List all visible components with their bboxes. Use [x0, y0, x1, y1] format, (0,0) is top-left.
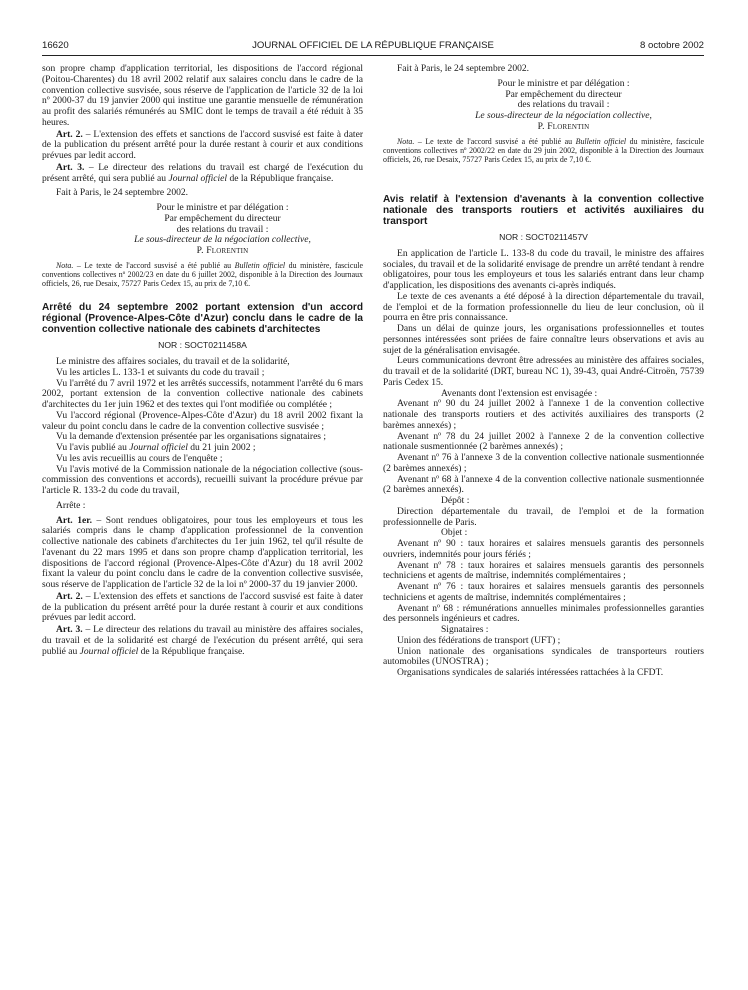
section-heading: Avenants dont l'extension est envisagée : — [441, 387, 598, 399]
fait-a-paris: Fait à Paris, le 24 septembre 2002. — [56, 187, 189, 199]
nota-text: – Le texte de l'accord susvisé a été publié au — [73, 260, 235, 270]
paragraph: Le texte de ces avenants a été déposé à la direction départementale du travail, de l'emploi et de la formation professionnelle du lieu de leur conclusion, où il pourra en être pris connaissance. — [383, 290, 704, 324]
journal-title: JOURNAL OFFICIEL DE LA RÉPUBLIQUE FRANÇAISE — [252, 40, 494, 51]
article-text: – L'extension des effets et sanctions de l'accord susvisé est faite à dater de la publication du présent arrêté pour la durée restant à courir et aux conditions prévues par ledit accord. — [42, 128, 364, 161]
arrete-heading: Arrête : — [56, 499, 86, 511]
nota-text: – Le texte de l'accord susvisé a été publié au — [414, 136, 576, 146]
visa: Vu la demande d'extension présentée par les organisations signataires ; — [56, 431, 327, 443]
article-text: – Le directeur des relations du travail au ministère des affaires sociales, du travail et de la solidarité est chargé de l'exécution du présent arrêté, qui sera publié au — [42, 624, 363, 657]
nor-reference: NOR : SOCT0211458A — [158, 340, 247, 351]
bulletin-reference: Bulletin officiel — [575, 136, 627, 146]
article-text: de la République française. — [138, 645, 245, 657]
list-item: Avenant nº 68 à l'annexe 4 de la convention collective nationale susmentionnée (2 barèmes annexés). — [383, 473, 704, 496]
article-text: – Le directeur des relations du travail est chargé de l'exécution du présent arrêté, qui sera publié au — [42, 161, 363, 184]
visa: Vu les avis recueillis au cours de l'enquête ; — [56, 452, 223, 464]
visa: Vu les articles L. 133-1 et suivants du code du travail ; — [56, 366, 265, 378]
signature-line: Par empêchement du directeur — [505, 88, 622, 100]
section-heading: Objet : — [441, 527, 468, 539]
nor-reference: NOR : SOCT0211457V — [499, 232, 588, 243]
list-item: Avenant nº 90 : taux horaires et salaires mensuels garantis des personnels ouvriers, indemnités pour jours fériés ; — [383, 538, 704, 560]
journal-reference: Journal officiel — [79, 645, 139, 657]
signature-title: Le sous-directeur de la négociation collective, — [134, 234, 311, 246]
fait-a-paris: Fait à Paris, le 24 septembre 2002. — [397, 63, 530, 74]
signature-line: des relations du travail : — [176, 223, 269, 235]
nota-label: Nota. — [397, 136, 415, 146]
list-item: Organisations syndicales de salariés intéressées rattachées à la CFDT. — [397, 667, 664, 679]
right-column — [383, 64, 704, 679]
article-label: Art. 3. — [56, 161, 85, 173]
signature-line: Pour le ministre et par délégation : — [497, 77, 630, 89]
paragraph: son propre champ d'application territorial, les dispositions de l'accord régional (Poitou-Charentes) du 18 avril 2002 relatif aux salaires conclu dans le cadre de la convention collective susvisée, sous réserve de l'application de l'article 32 de la loi nº 2000-37 du 19 janvier 2000 qui institue une garantie mensuelle de rémunération au profit des salariés rémunérés au SMIC dont le temps de travail a été réduit à 35 heures. — [42, 63, 363, 128]
visa: Vu l'arrêté du 7 avril 1972 et les arrêtés successifs, notamment l'arrêté du 6 mars 2002, portant extension de la convention collective nationale des cabinets d'architectes du 1er juin 1962 et des textes qui l'ont modifiée ou complétée ; — [42, 377, 363, 411]
nota — [383, 137, 704, 165]
visa-text: du 21 juin 2002 ; — [187, 442, 256, 454]
list-item: Avenant nº 76 à l'annexe 3 de la convention collective nationale susmentionnée (2 barèmes annexés) ; — [383, 452, 704, 474]
article-text: – L'extension des effets et sanctions de l'accord susvisé est faite à dater de la publication du présent arrêté pour la durée restant à courir et aux conditions prévues par ledit accord. — [42, 590, 364, 624]
signature-title: Le sous-directeur de la négociation collective, — [475, 110, 652, 121]
visa: Vu l'accord régional (Provence-Alpes-Côte d'Azur) du 18 avril 2002 fixant la valeur du point conclu dans le cadre de la convention collective susvisée ; — [42, 409, 363, 432]
nota-label: Nota. — [56, 260, 74, 270]
paragraph: Dans un délai de quinze jours, les organisations professionnelles et toutes personnes intéressées sont priées de faire connaître leurs observations et avis au sujet de la généralisation envisagée. — [383, 323, 704, 356]
article-text: de la République française. — [227, 172, 334, 184]
visa: Le ministre des affaires sociales, du travail et de la solidarité, — [56, 356, 290, 368]
nota — [42, 261, 363, 289]
article-label: Art. 3. — [56, 624, 83, 636]
signature-line: des relations du travail : — [517, 99, 610, 111]
visa-text: Vu l'avis publié au — [56, 442, 130, 454]
nota-text: du ministère, fascicule conventions collectives nº 2002/23 en date du 6 juillet 2002, disponible à la Direction des Journaux officiels, 26, rue Desaix, 75727 Paris Cedex 15, au prix de 7,10 €. — [42, 260, 363, 289]
paragraph: Leurs communications devront être adressées au ministère des affaires sociales, du travail et de la solidarité (DRT, bureau NC 1), 39-43, quai André-Citroën, 75739 Paris Cedex 15. — [383, 355, 704, 388]
nota-text: du ministère, fascicule conventions collectives nº 2002/22 en date du 29 juin 2002, disponible à la Direction des Journaux officiels, 26, rue Desaix, 75727 Paris Cedex 15, au prix de 7,10 €. — [383, 136, 704, 164]
signature-name: P. Florentin — [537, 120, 590, 132]
article-2 — [42, 592, 363, 624]
signature-name: P. Florentin — [196, 245, 249, 256]
article-label: Art. 2. — [56, 590, 83, 602]
list-item: Avenant nº 90 du 24 juillet 2002 à l'annexe 1 de la convention collective nationale des transports routiers et des activités auxiliaires des transports (2 barèmes annexés) ; — [383, 398, 704, 431]
section-heading: Dépôt : — [441, 495, 470, 507]
article-3 — [42, 625, 363, 657]
bulletin-reference: Bulletin officiel — [234, 260, 286, 270]
journal-reference: Journal officiel — [168, 172, 228, 184]
article-2 — [42, 130, 363, 162]
journal-reference: Journal officiel — [129, 442, 188, 454]
article-label: Art. 1er. — [56, 514, 92, 526]
decree-title: Arrêté du 24 septembre 2002 portant extension d'un accord régional (Provence-Alpes-Côte d'Azur) conclu dans le cadre de la convention collective nationale des cabinets d'architectes — [42, 302, 363, 336]
left-column — [42, 64, 363, 657]
list-item: Avenant nº 68 : rémunérations annuelles minimales professionnelles garanties des personnels ingénieurs et cadres. — [383, 602, 704, 625]
list-item: Avenant nº 76 : taux horaires et salaires mensuels garantis des personnels techniciens et agents de maîtrise, indemnités complémentaires ; — [383, 581, 704, 603]
article-label: Art. 2. — [56, 128, 83, 140]
article-text: – Sont rendues obligatoires, pour tous les employeurs et tous les salariés compris dans le champ d'application professionnel de la convention collective nationale des cabinets d'architectes du 1er juin 1962, tel qu'il résulte de l'avenant du 22 mars 1995 et dans son propre champ d'application territorial, les dispositions de l'accord régional (Provence-Alpes-Côte d'Azur) du 18 avril 2002 fixant la valeur du point conclu dans le cadre de la convention collective susvisée, sous réserve de l'application de l'article 32 de la loi nº 2000-37 du 19 janvier 2000. — [42, 514, 363, 591]
list-item: Union des fédérations de transport (UFT) ; — [397, 634, 561, 646]
list-item: Avenant nº 78 du 24 juillet 2002 à l'annexe 2 de la convention collective nationale susmentionnée (2 barèmes annexés) ; — [383, 430, 704, 453]
list-item: Avenant nº 78 : taux horaires et salaires mensuels garantis des personnels techniciens et agents de maîtrise, indemnités complémentaires ; — [383, 559, 704, 582]
paragraph: En application de l'article L. 133-8 du code du travail, le ministre des affaires sociales, du travail et de la solidarité envisage de prendre un arrêté tendant à rendre obligatoires, pour tous les employeurs et tous les salariés entrant dans leur champ d'application, les dispositions des avenants ci-après indiqués. — [383, 247, 704, 292]
list-item: Union nationale des organisations syndicales de transporteurs routiers automobiles (UNOSTRA) ; — [383, 645, 704, 668]
notice-title: Avis relatif à l'extension d'avenants à la convention collective nationale des transports routiers et activités auxiliaires du transport — [383, 194, 704, 228]
header-rule — [42, 55, 704, 56]
visa: Vu l'avis motivé de la Commission nationale de la négociation collective (sous-commission des conventions et accords), recueilli suivant la procédure prévue par l'article R. 133-2 du code du travail, — [42, 463, 363, 497]
page-number: 16620 — [42, 40, 69, 51]
paragraph: Direction départementale du travail, de l'emploi et de la formation professionnelle de Paris. — [383, 505, 704, 528]
page-header — [42, 40, 704, 56]
signature-line: Par empêchement du directeur — [164, 212, 281, 224]
issue-date: 8 octobre 2002 — [639, 40, 704, 51]
section-heading: Signataires : — [441, 624, 489, 636]
article-1 — [42, 516, 363, 591]
article-3 — [42, 163, 363, 185]
signature-line: Pour le ministre et par délégation : — [156, 202, 289, 213]
